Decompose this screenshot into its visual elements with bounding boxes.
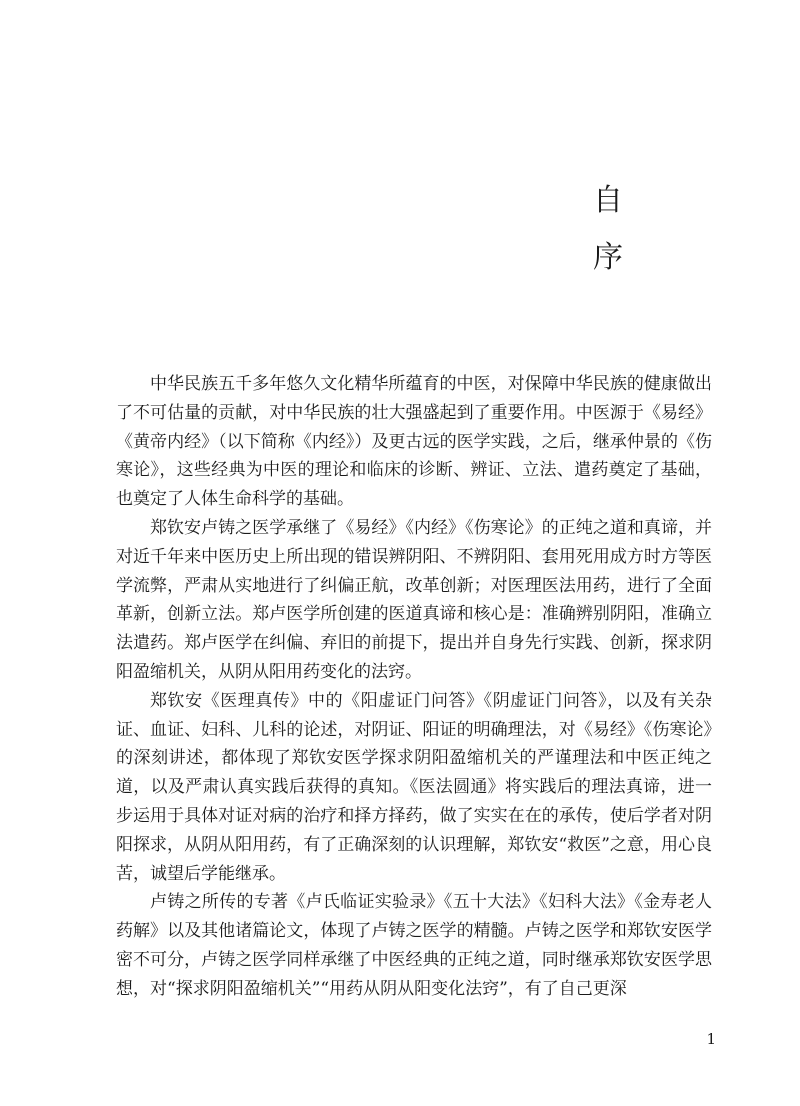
paragraph-2: 郑钦安卢铸之医学承继了《易经》《内经》《伤寒论》的正纯之道和真谛，并对近千年来中医历史上所出现的错误辨阴阳、不辨阴阳、套用死用成方时方等医学流弊，严肃从实地进行了纠偏正航，改革创新；对医理医法用药，进行了全面革新，创新立法。郑卢医学所创建的医道真谛和核心是：准确辨别阴阳，准确立法遣药。郑卢医学在纠偏、弃旧的前提下，提出并自身先行实践、创新，探求阴阳盈缩机关，从阴从阳用药变化的法窍。 xyxy=(116,517,712,682)
paragraph-4: 卢铸之所传的专著《卢氏临证实验录》《五十大法》《妇科大法》《金寿老人药解》以及其他诸篇论文，体现了卢铸之医学的精髓。卢铸之医学和郑钦安医学密不可分，卢铸之医学同样承继了中医经典的正纯之道，同时继承郑钦安医学思想，对“探求阴阳盈缩机关”“用药从阴从阳变化法窍”，有了自己更深 xyxy=(116,892,712,999)
paragraph-3: 郑钦安《医理真传》中的《阳虚证门问答》《阴虚证门问答》，以及有关杂证、血证、妇科、儿科的论述，对阴证、阳证的明确理法，对《易经》《伤寒论》的深刻讲述，都体现了郑钦安医学探求阴阳盈缩机关的严谨理法和中医正纯之道，以及严肃认真实践后获得的真知。《医法圆通》将实践后的理法真谛，进一步运用于具体对证对病的治疗和择方择药，做了实实在在的承传，使后学者对阴阳探求，从阴从阳用药，有了正确深刻的认识理解，郑钦安“救医”之意，用心良苦，诚望后学能继承。 xyxy=(116,690,712,884)
paragraph-1: 中华民族五千多年悠久文化精华所蕴育的中医，对保障中华民族的健康做出了不可估量的贡献，对中华民族的壮大强盛起到了重要作用。中医源于《易经》《黄帝内经》（以下简称《内经》）及更古远的医学实践，之后，继承仲景的《伤寒论》，这些经典为中医的理论和临床的诊断、辨证、立法、遣药奠定了基础，也奠定了人体生命科学的基础。 xyxy=(116,374,712,510)
body-text xyxy=(116,370,712,1004)
title-char-2: 序 xyxy=(593,240,623,275)
page-number: 1 xyxy=(706,1030,716,1048)
title-char-1: 自 xyxy=(593,183,623,218)
